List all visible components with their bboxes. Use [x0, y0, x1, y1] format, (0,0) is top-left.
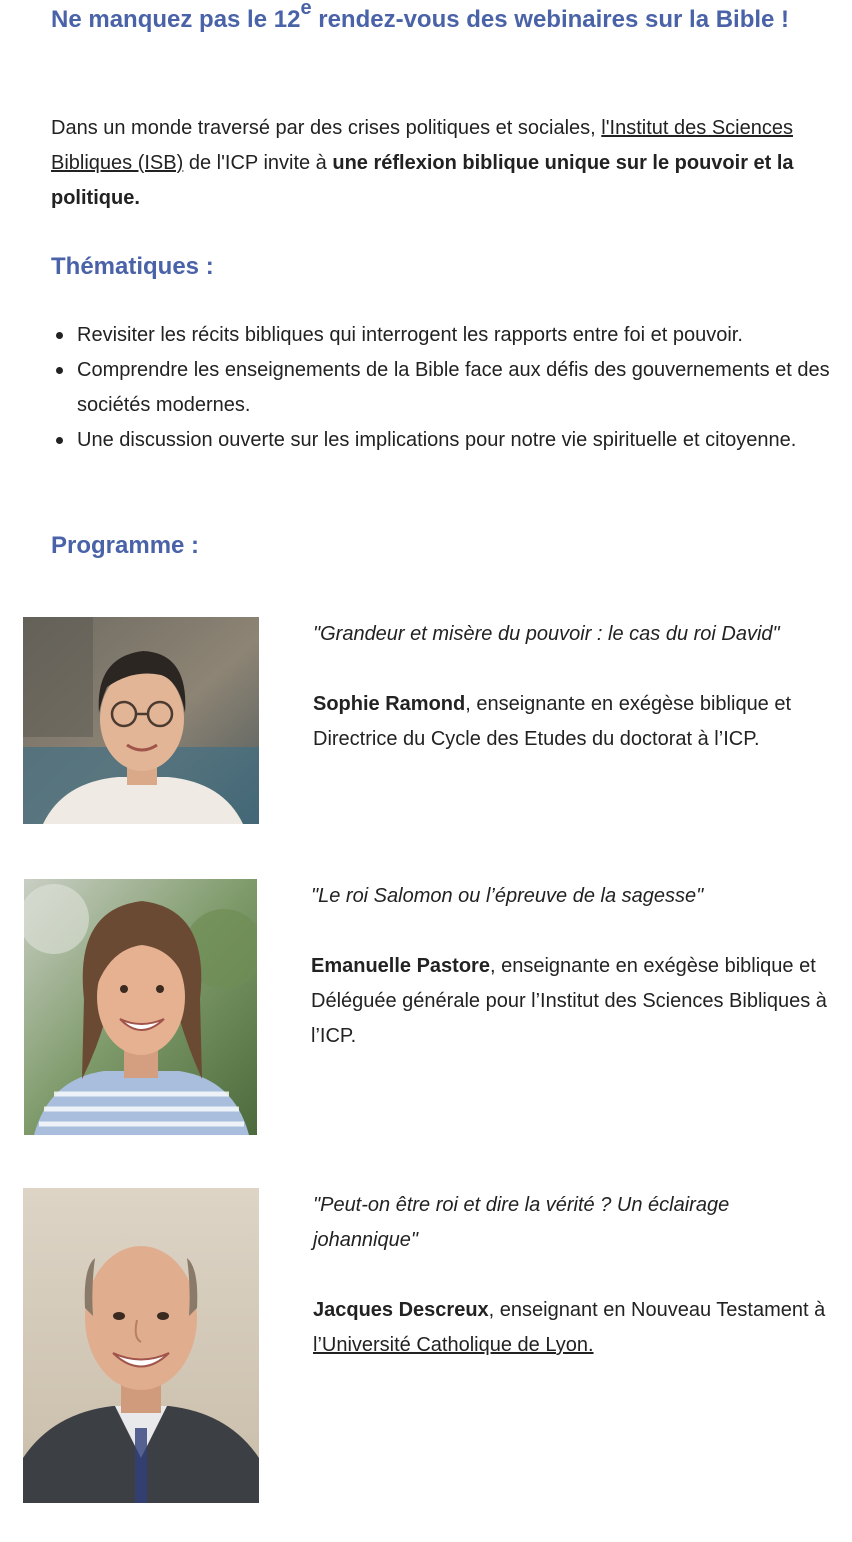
theme-item-text: Revisiter les récits bibliques qui interrogent les rapports entre foi et pouvoir. [77, 324, 743, 346]
speaker-photo-emanuelle-pastore [24, 879, 257, 1135]
intro-paragraph [51, 111, 836, 216]
intro-text-before: Dans un monde traversé par des crises politiques et sociales, [51, 117, 602, 139]
speaker-role: , enseignante en exégèse biblique et Directrice du Cycle des Etudes du doctorat à l’ICP. [313, 693, 792, 750]
theme-item-text: Comprendre les enseignements de la Bible face aux défis des gouvernements et des sociétés modernes. [77, 359, 830, 416]
speaker-name: Emanuelle Pastore [311, 955, 490, 977]
talk-title: "Peut-on être roi et dire la vérité ? Un éclairage johannique" [313, 1194, 730, 1251]
theme-item [51, 353, 841, 423]
speaker-block-jacques-descreux [313, 1188, 833, 1363]
speaker-description [313, 1293, 833, 1363]
theme-item [51, 318, 841, 353]
speaker-name: Jacques Descreux [313, 1299, 489, 1321]
speaker-description [313, 687, 833, 757]
newsletter-headline [51, 2, 831, 38]
talk-title: "Grandeur et misère du pouvoir : le cas du roi David" [313, 623, 780, 645]
isb-link[interactable]: l'Institut des Sciences Bibliques (ISB) [51, 117, 793, 174]
speaker-photo-jacques-descreux [23, 1188, 259, 1503]
speaker-description [311, 949, 831, 1054]
themes-list [51, 318, 841, 458]
speaker-block-sophie-ramond [313, 617, 833, 757]
headline-start: Ne manquez pas le 12 [51, 6, 301, 33]
themes-title: Thématiques : [51, 253, 214, 280]
intro-text-middle: de l'ICP invite à [183, 152, 333, 174]
headline-end: rendez-vous des webinaires sur la Bible ! [311, 6, 790, 33]
speaker-block-emanuelle-pastore [311, 879, 831, 1054]
theme-item [51, 423, 841, 458]
bullet-dot [56, 332, 63, 339]
speaker-photo-sophie-ramond [23, 617, 259, 824]
portrait-man-smiling-image [23, 1188, 259, 1503]
theme-item-text: Une discussion ouverte sur les implications pour notre vie spirituelle et citoyenne. [77, 429, 797, 451]
bullet-dot [56, 367, 63, 374]
speaker-role: , enseignante en exégèse biblique et Déléguée générale pour l’Institut des Sciences Bibliques à l’ICP. [311, 955, 827, 1047]
portrait-woman-glasses-image [23, 617, 259, 824]
headline-ordinal-suffix: e [300, 0, 312, 19]
intro-bold-text: une réflexion biblique unique sur le pouvoir et la politique. [51, 152, 794, 209]
speaker-name: Sophie Ramond [313, 693, 466, 715]
speaker-role: , enseignant en Nouveau Testament à [488, 1299, 826, 1321]
bullet-dot [56, 437, 63, 444]
program-title: Programme : [51, 532, 200, 559]
portrait-woman-smiling-image [24, 879, 257, 1135]
ucly-link[interactable]: l’Université Catholique de Lyon. [313, 1334, 594, 1356]
talk-title: "Le roi Salomon ou l’épreuve de la sagesse" [311, 885, 704, 907]
